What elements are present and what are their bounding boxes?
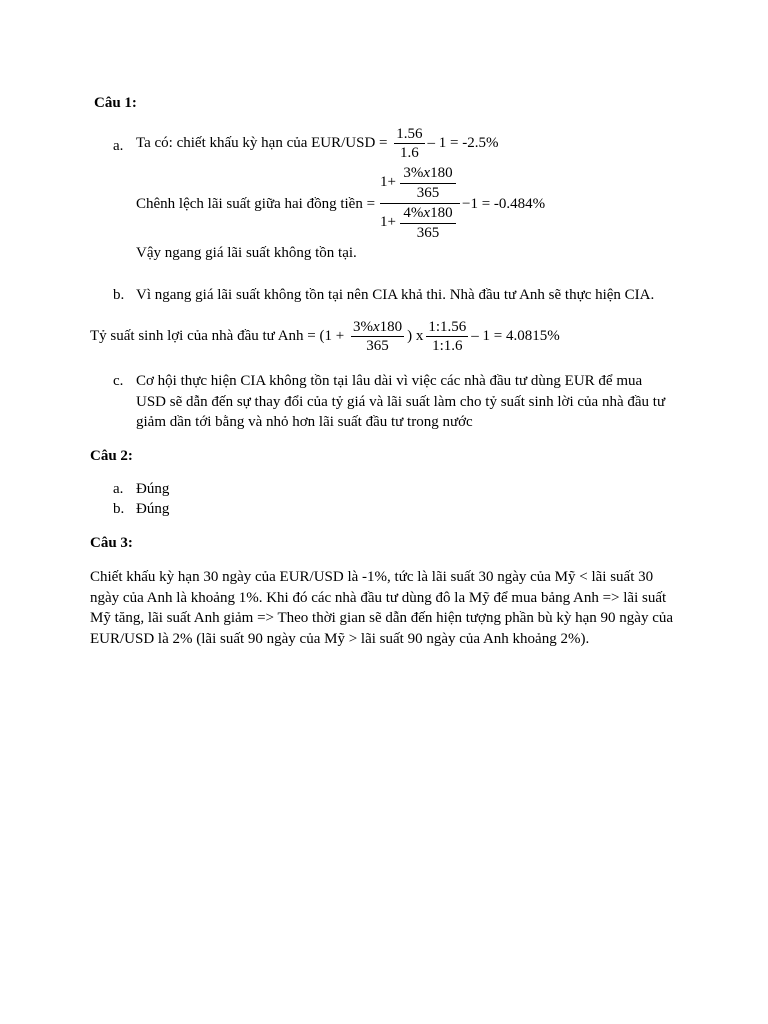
cau3-line: Mỹ tăng, lãi suất Anh giảm => Theo thời gian sẽ dẫn đến hiện tượng phần bù kỳ hạn 90 ngày của <box>90 610 674 626</box>
yield-result: – 1 = 4.0815% <box>471 327 560 344</box>
item-c-line: Cơ hội thực hiện CIA không tồn tại lâu dài vì việc các nhà đầu tư dùng EUR để mua <box>136 373 643 389</box>
exchange-ratio-denominator: 1:1.6 <box>432 338 463 354</box>
forward-discount-lead: Ta có: chiết khấu kỳ hạn của EUR/USD = <box>136 134 392 151</box>
fraction-numerator: 1.56 <box>396 126 423 142</box>
cau2-heading: Câu 2: <box>90 448 133 464</box>
cau3-line: EUR/USD là 2% (lãi suất 90 ngày của Mỹ > lãi suất 90 ngày của Anh khoảng 2%). <box>90 630 590 647</box>
exchange-ratio-numerator: 1:1.56 <box>428 319 467 335</box>
rate-differential-lead: Chênh lệch lãi suất giữa hai đồng tiền = <box>136 196 376 212</box>
fraction-denominator: 1.6 <box>400 145 419 161</box>
item-b-text: Vì ngang giá lãi suất không tồn tại nên CIA khả thi. Nhà đầu tư Anh sẽ thực hiện CIA. <box>136 287 655 303</box>
cau3-line: Chiết khấu kỳ hạn 30 ngày của EUR/USD là -1%, tức là lãi suất 30 ngày của Mỹ < lãi suất 30 <box>90 569 654 585</box>
top-expression <box>380 164 460 202</box>
top-one-plus: 1+ <box>380 174 396 190</box>
cau2-item-b-text: Đúng <box>136 501 170 517</box>
cau2-item-a-text: Đúng <box>136 481 170 497</box>
yield-pct: 3% <box>352 319 373 335</box>
item-c-marker: c. <box>113 373 124 389</box>
bottom-x: x <box>423 205 431 221</box>
item-c-line: USD sẽ dẫn đến sự thay đổi của tỷ giá và lãi suất làm cho tỷ suất sinh lời của nhà đầu tư <box>136 393 666 410</box>
yield-rate-numerator <box>351 318 404 337</box>
bottom-inner-denominator: 365 <box>416 225 440 241</box>
top-inner-fraction <box>400 164 456 203</box>
bottom-inner-numerator <box>400 204 456 224</box>
yield-line <box>90 318 560 355</box>
bottom-inner-fraction <box>400 204 456 243</box>
item-b-marker: b. <box>113 287 125 303</box>
cau3-paragraph <box>90 567 700 649</box>
top-inner-numerator <box>400 164 456 184</box>
forward-discount-result: – 1 = -2.5% <box>427 134 499 151</box>
item-c-line: giảm dần tới bằng và nhỏ hơn lãi suất đầu tư trong nước <box>136 414 473 430</box>
item-a-marker: a. <box>113 138 124 154</box>
exchange-ratio-fraction <box>426 318 468 355</box>
rate-differential-fraction <box>380 164 460 242</box>
yield-days: 180 <box>379 319 403 335</box>
top-days: 180 <box>430 165 453 181</box>
rate-ratio-fraction <box>394 125 424 162</box>
yield-rate-denominator: 365 <box>366 338 389 354</box>
bottom-one-plus: 1+ <box>380 214 396 230</box>
item-c-paragraph <box>136 371 696 433</box>
top-pct: 3% <box>403 165 424 181</box>
yield-x: x <box>372 319 380 335</box>
bottom-expression <box>380 204 460 242</box>
top-x: x <box>423 165 431 181</box>
cau3-line: ngày của Anh là khoảng 1%. Khi đó các nhà đầu tư dùng đô la Mỹ để mua bảng Anh => lãi suất <box>90 589 667 606</box>
top-inner-denominator: 365 <box>416 185 440 201</box>
cau1-heading: Câu 1: <box>94 95 137 111</box>
cau2-item-a-marker: a. <box>113 481 124 497</box>
rate-differential-result: −1 = -0.484% <box>462 196 546 212</box>
bottom-days: 180 <box>430 205 453 221</box>
bottom-pct: 4% <box>403 205 424 221</box>
forward-discount-line <box>136 125 498 162</box>
yield-lead: Tỷ suất sinh lợi của nhà đầu tư Anh = (1 + <box>90 327 348 344</box>
parity-conclusion: Vậy ngang giá lãi suất không tồn tại. <box>136 245 357 261</box>
yield-mid: ) x <box>407 327 424 344</box>
cau3-heading: Câu 3: <box>90 535 133 551</box>
cau2-item-b-marker: b. <box>113 501 125 517</box>
yield-rate-fraction <box>351 318 404 355</box>
